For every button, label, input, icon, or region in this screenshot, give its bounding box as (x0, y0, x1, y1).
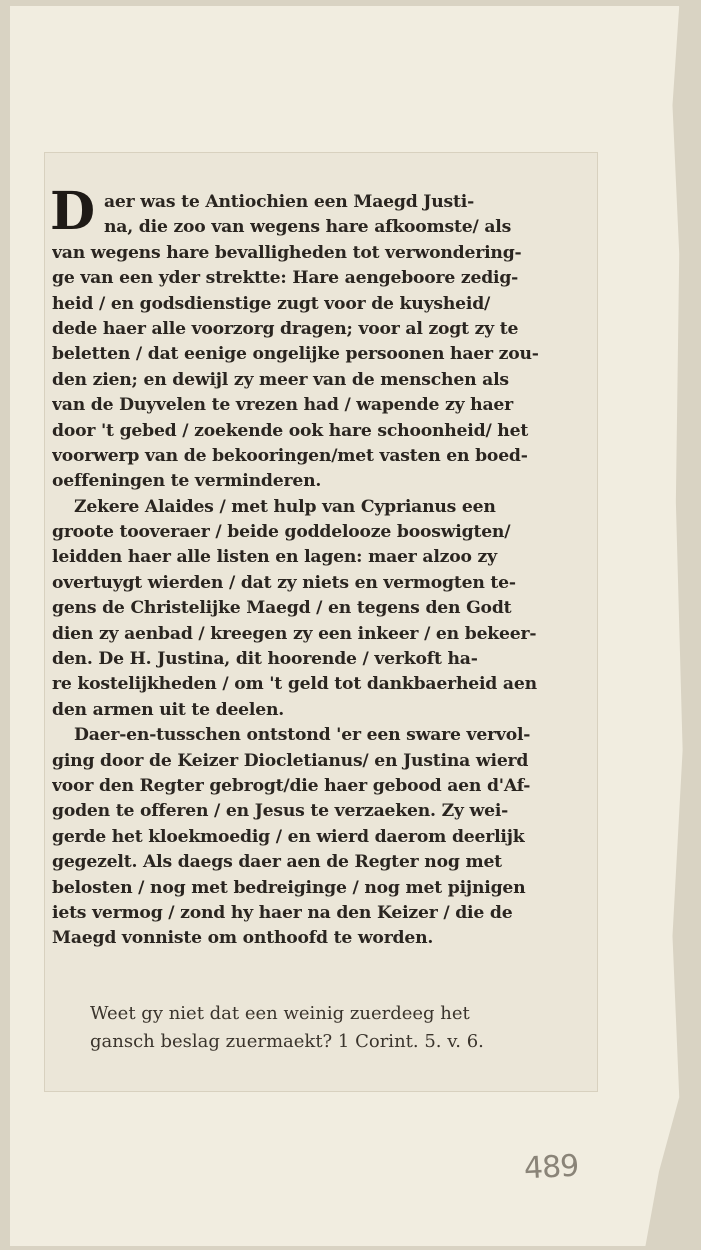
text-line: beletten / dat eenige ongelijke persoonen haer zou- (52, 344, 539, 365)
text-line: oeffeningen te verminderen. (52, 471, 322, 492)
text-line: gens de Christelijke Maegd / en tegens den Godt (52, 598, 512, 619)
text-line: ge van een yder strektte: Hare aengeboore zedig- (52, 268, 519, 289)
text-line: na, die zoo van wegens hare afkoomste/ als (104, 217, 512, 238)
text-line: den armen uit te deelen. (52, 699, 285, 720)
text-line: ging door de Keizer Diocletianus/ en Justina wierd (52, 750, 529, 771)
text-line: heid / en godsdienstige zugt voor de kuysheid/ (52, 293, 491, 314)
text-line: voorwerp van de bekooringen/met vasten en boed- (52, 445, 528, 466)
text-line: overtuygt wierden / dat zy niets en vermogten te- (52, 572, 516, 593)
text-line: Zekere Alaides / met hulp van Cyprianus een (74, 496, 496, 517)
text-line: groote tooveraer / beide goddelooze booswigten/ (52, 522, 511, 543)
text-line: den zien; en dewijl zy meer van de menschen als (52, 369, 509, 390)
scripture-quote (90, 1000, 550, 1056)
text-line: door 't gebed / zoekende ook hare schoonheid/ het (52, 420, 529, 441)
text-line: Daer-en-tusschen ontstond 'er een sware vervol- (74, 725, 531, 746)
text-line: leidden haer alle listen en lagen: maer alzoo zy (52, 547, 497, 568)
quote-line: gansch beslag zuermaekt? 1 Corint. 5. v. 6. (90, 1031, 484, 1052)
text-line: gerde het kloekmoedig / en wierd daerom deerlijk (52, 826, 525, 847)
text-line: voor den Regter gebrogt/die haer gebood aen d'Af- (52, 775, 531, 796)
text-line: belosten / nog met bedreiginge / nog met pijnigen (52, 877, 526, 898)
text-line: dien zy aenbad / kreegen zy een inkeer / en bekeer- (52, 623, 537, 644)
text-line: iets vermog / zond hy haer na den Keizer / die de (52, 902, 513, 923)
text-line: re kostelijkheden / om 't geld tot dankbaerheid aen (52, 674, 537, 695)
text-line: den. De H. Justina, dit hoorende / verkoft ha- (52, 649, 478, 670)
drop-cap-initial: D (50, 181, 95, 242)
quote-line: Weet gy niet dat een weinig zuerdeeg het (90, 1003, 470, 1024)
text-line: Maegd vonniste om onthoofd te worden. (52, 928, 434, 949)
text-line: van de Duyvelen te vrezen had / wapende zy haer (52, 395, 513, 416)
text-line: van wegens hare bevalligheden tot verwondering- (52, 242, 522, 263)
main-text (50, 181, 552, 952)
text-line: dede haer alle voorzorg dragen; voor al zogt zy te (52, 318, 519, 339)
text-line: gegezelt. Als daegs daer aen de Regter nog met (52, 852, 502, 873)
text-line: goden te offeren / en Jesus te verzaeken. Zy wei- (52, 801, 509, 822)
text-line: aer was te Antiochien een Maegd Justi- (104, 192, 475, 212)
page-number: 489 (523, 1148, 580, 1187)
